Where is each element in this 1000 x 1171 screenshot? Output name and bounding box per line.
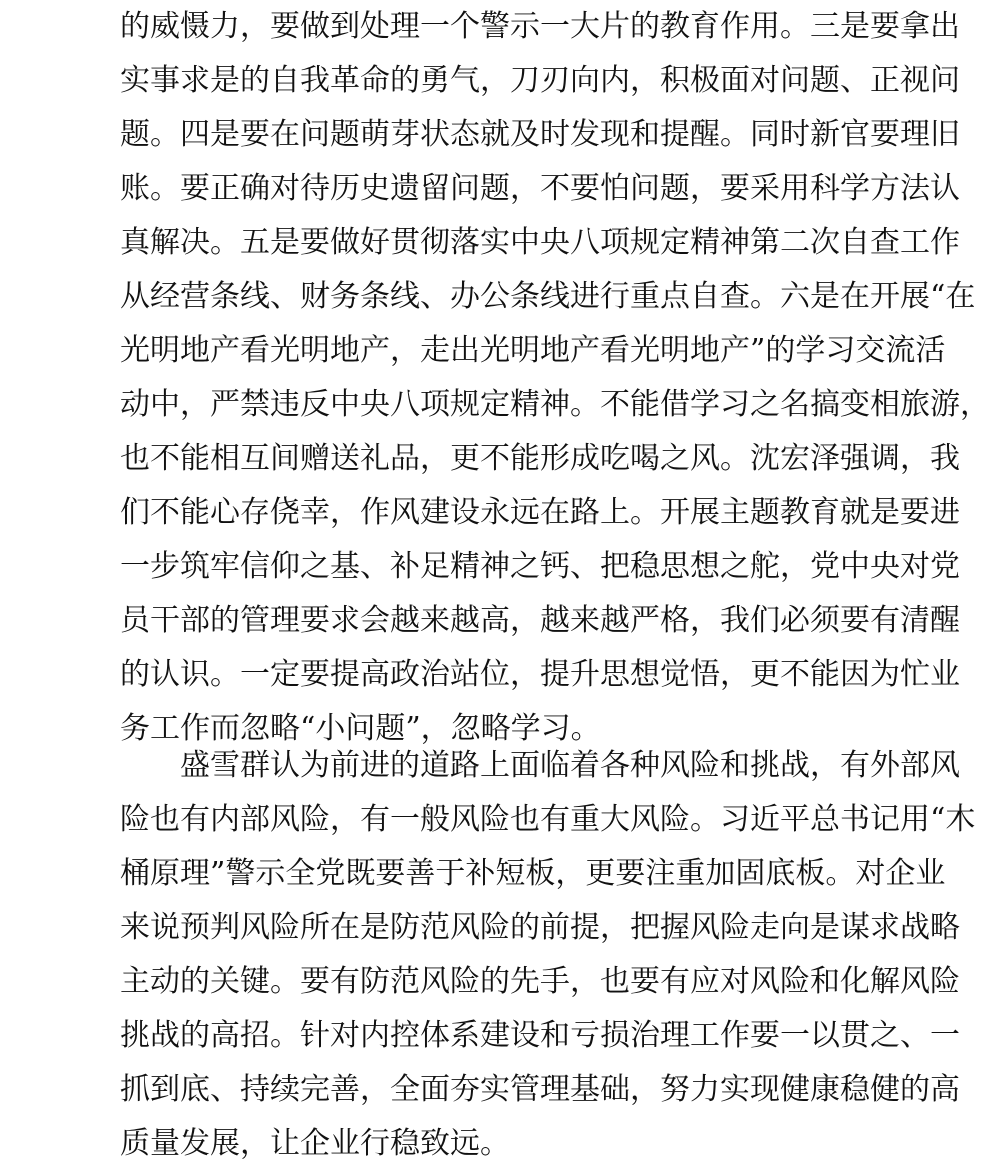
paragraph-2 <box>120 739 976 1171</box>
text-line: 真解决。五是要做好贯彻落实中央八项规定精神第二次自查工作 <box>120 225 960 260</box>
text-line: 账。要正确对待历史遗留问题，不要怕问题，要采用科学方法认 <box>120 171 960 206</box>
text-line: 来说预判风险所在是防范风险的前提，把握风险走向是谋求战略 <box>120 910 960 945</box>
text-line: 质量发展，让企业行稳致远。 <box>120 1126 510 1161</box>
text-line: 抓到底、持续完善，全面夯实管理基础，努力实现健康稳健的高 <box>120 1072 960 1107</box>
text-line: 实事求是的自我革命的勇气，刀刃向内，积极面对问题、正视问 <box>120 63 960 98</box>
text-line: 的认识。一定要提高政治站位，提升思想觉悟，更不能因为忙业 <box>120 657 960 692</box>
text-line: 务工作而忽略“小问题”，忽略学习。 <box>120 711 601 746</box>
text-line: 们不能心存侥幸，作风建设永远在路上。开展主题教育就是要进 <box>120 495 960 530</box>
text-line: 一步筑牢信仰之基、补足精神之钙、把稳思想之舵，党中央对党 <box>120 549 960 584</box>
paragraph-1 <box>120 0 990 756</box>
text-line: 员干部的管理要求会越来越高，越来越严格，我们必须要有清醒 <box>120 603 960 638</box>
text-line: 主动的关键。要有防范风险的先手，也要有应对风险和化解风险 <box>120 964 960 999</box>
text-line: 盛雪群认为前进的道路上面临着各种风险和挑战，有外部风 <box>180 748 960 783</box>
text-line: 险也有内部风险，有一般风险也有重大风险。习近平总书记用“木 <box>120 802 976 837</box>
text-line: 动中，严禁违反中央八项规定精神。不能借学习之名搞变相旅游， <box>120 387 990 422</box>
text-line: 光明地产看光明地产，走出光明地产看光明地产”的学习交流活 <box>120 333 946 368</box>
text-line: 题。四是要在问题萌芽状态就及时发现和提醒。同时新官要理旧 <box>120 117 960 152</box>
text-line: 也不能相互间赠送礼品，更不能形成吃喝之风。沈宏泽强调，我 <box>120 441 960 476</box>
text-line: 桶原理”警示全党既要善于补短板，更要注重加固底板。对企业 <box>120 856 946 891</box>
text-line: 挑战的高招。针对内控体系建设和亏损治理工作要一以贯之、一 <box>120 1018 960 1053</box>
text-line: 的威慑力，要做到处理一个警示一大片的教育作用。三是要拿出 <box>120 9 960 44</box>
text-line: 从经营条线、财务条线、办公条线进行重点自查。六是在开展“在 <box>120 279 976 314</box>
